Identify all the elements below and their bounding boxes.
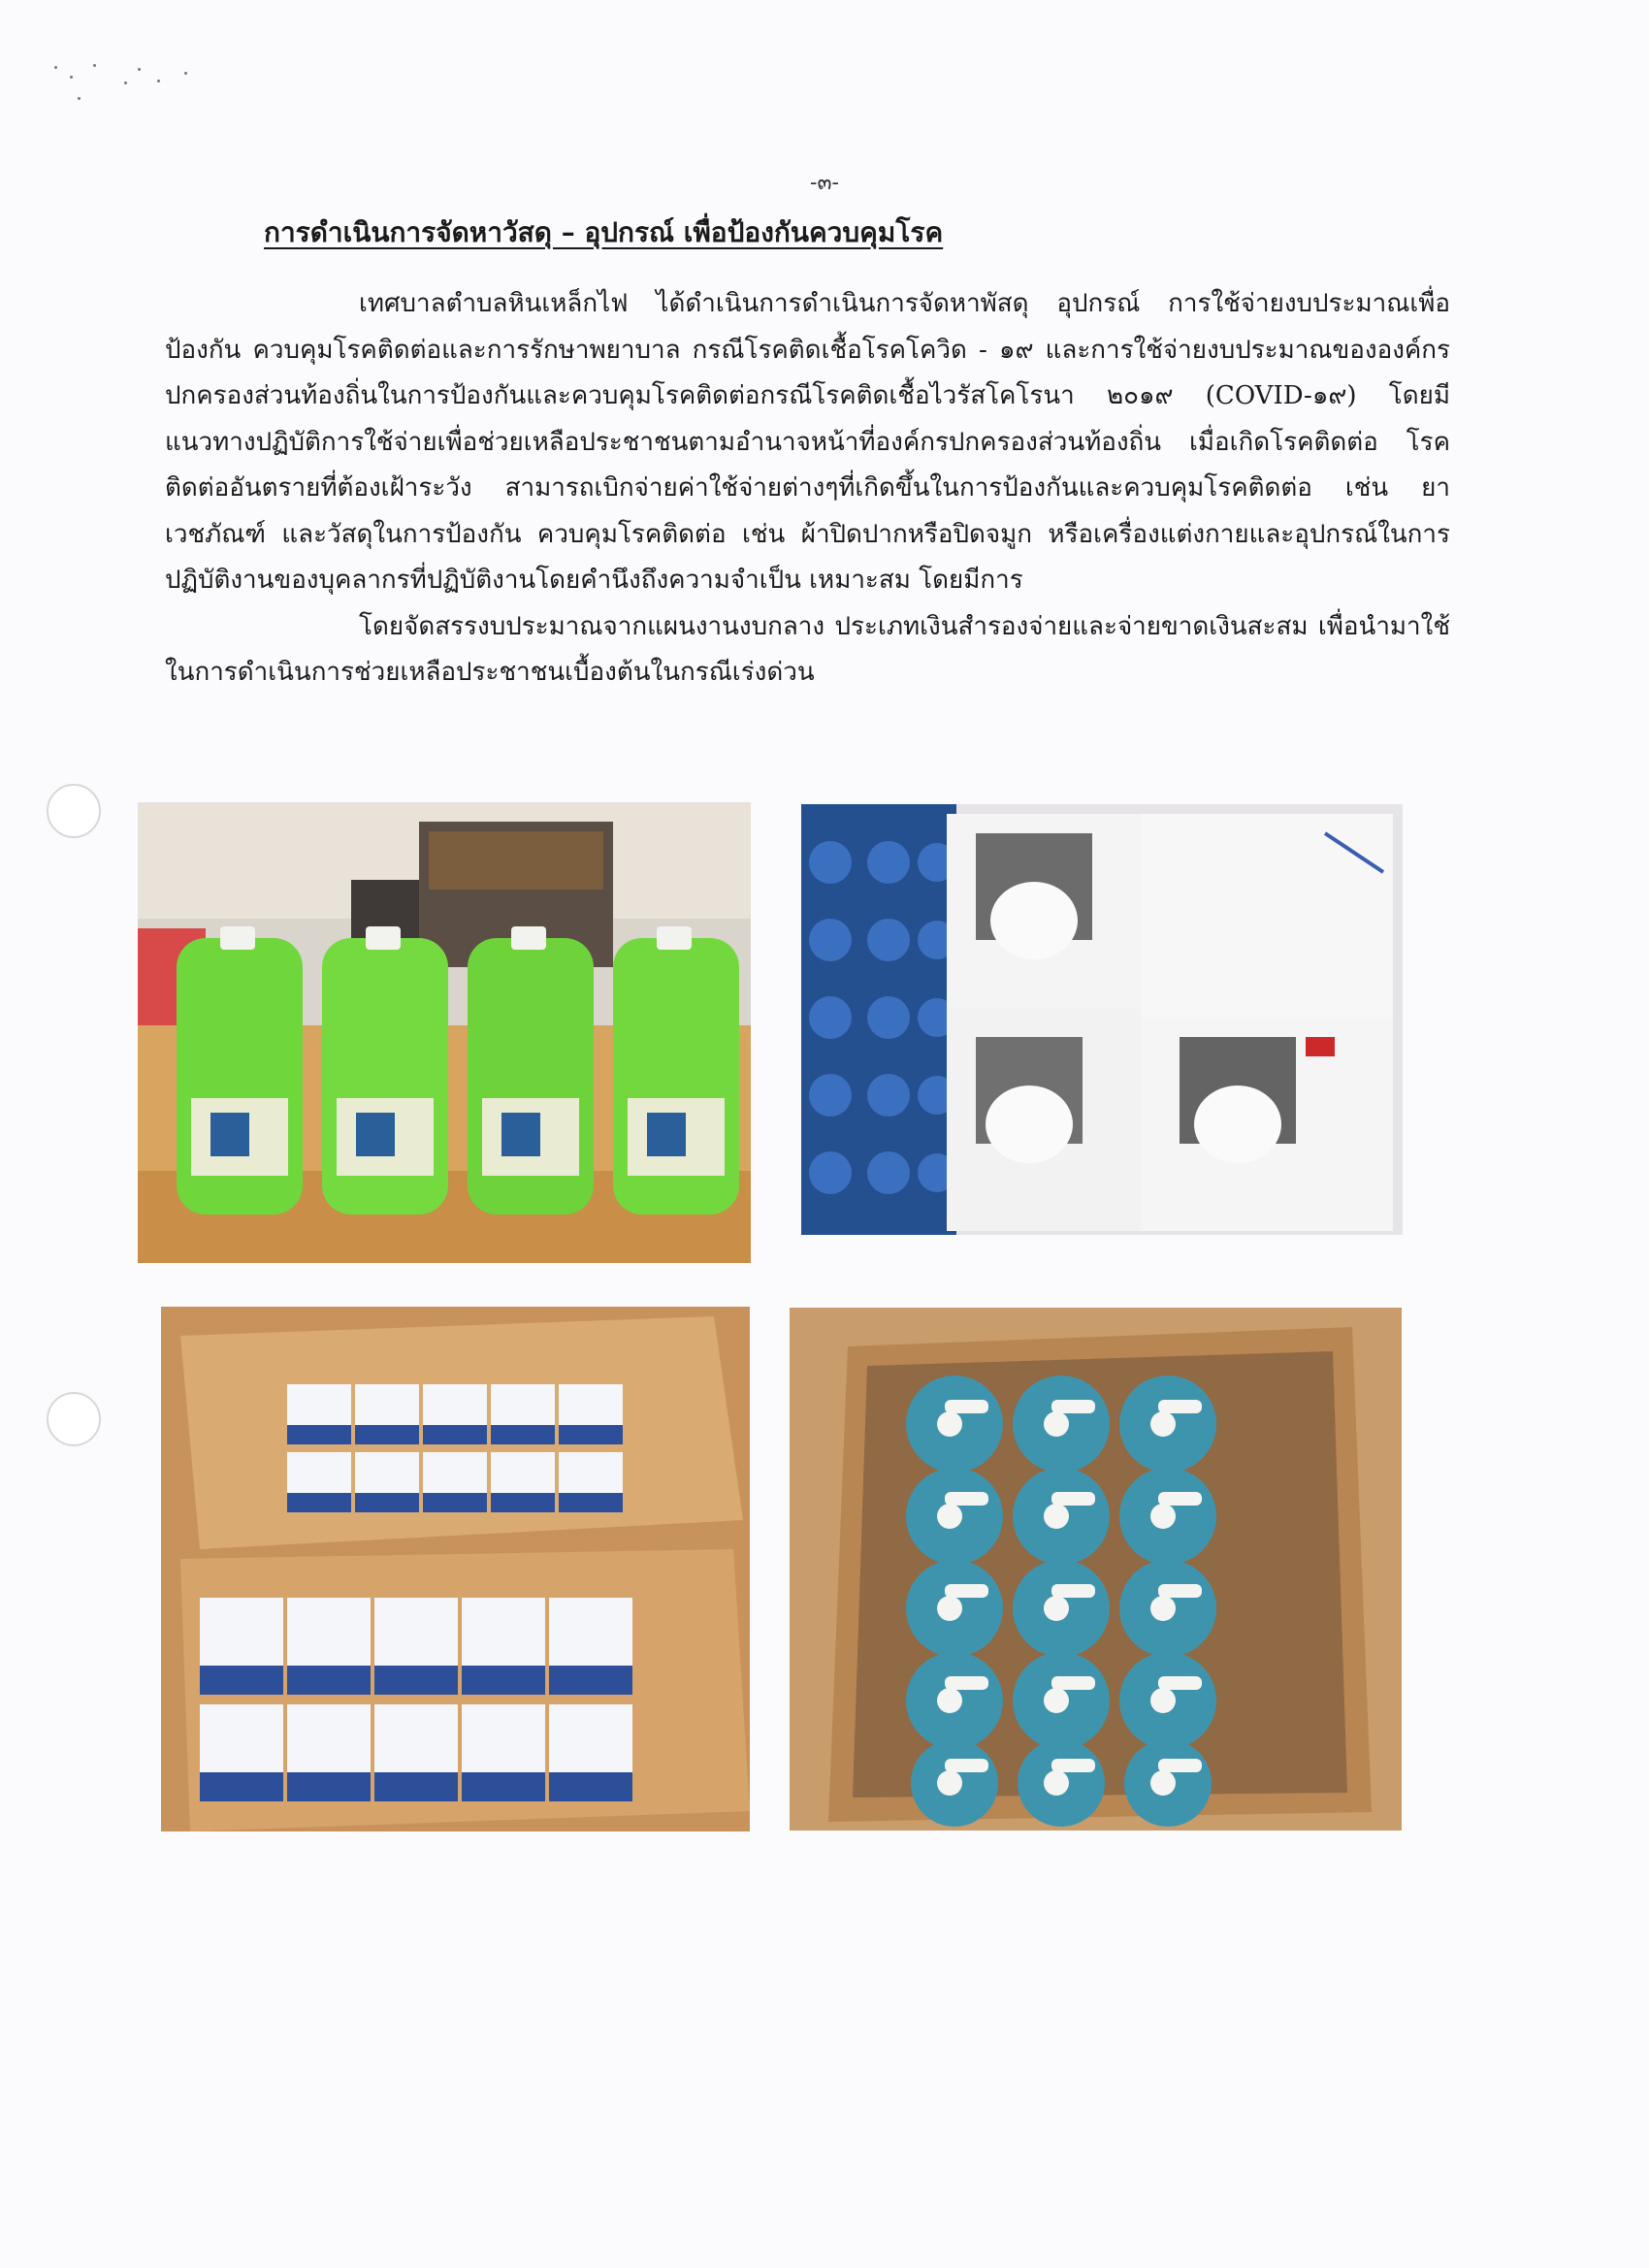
paragraph: โดยจัดสรรงบประมาณจากแผนงานงบกลาง ประเภทเงินสำรองจ่ายและจ่ายขาดเงินสะสม เพื่อนำมาใช้ในการดำเนินการช่วยเหลือประชาชนเบื้องต้นในกรณีเร่งด่วน [165, 611, 1450, 687]
punch-hole-top [47, 784, 101, 838]
body-text [165, 281, 1450, 697]
paragraph: เทศบาลตำบลหินเหล็กไฟ ได้ดำเนินการดำเนินการจัดหาพัสดุ อุปกรณ์ การใช้จ่ายงบประมาณเพื่อป้องกัน ควบคุมโรคติดต่อและการรักษาพยาบาล กรณีโรคติดเชื้อโรคโควิด - ๑๙ และการใช้จ่ายงบประมาณขององค์กรปกครองส่วนท้องถิ่นในการป้องกันและควบคุมโรคติดต่อกรณีโรคติดเชื้อไวรัสโคโรนา ๒๐๑๙ (COVID-๑๙) โดยมีแนวทางปฏิบัติการใช้จ่ายเพื่อช่วยเหลือประชาชนตามอำนาจหน้าที่องค์กรปกครองส่วนท้องถิ่น เมื่อเกิดโรคติดต่อ โรคติดต่ออันตรายที่ต้องเฝ้าระวัง สามารถเบิกจ่ายค่าใช้จ่ายต่างๆที่เกิดขึ้นในการป้องกันและควบคุมโรคติดต่อ เช่น ยาเวชภัณฑ์ และวัสดุในการป้องกัน ควบคุมโรคติดต่อ เช่น ผ้าปิดปากหรือปิดจมูก หรือเครื่องแต่งกายและอุปกรณ์ในการปฏิบัติงานของบุคลากรที่ปฏิบัติงานโดยคำนึงถึงความจำเป็น เหมาะสม โดยมีการ [165, 289, 1450, 595]
blue-sanitizer-and-3m-masks-photo [801, 804, 1403, 1235]
pump-bottles-in-carton-photo [790, 1308, 1402, 1831]
scan-specks [48, 58, 204, 146]
page-number: -๓- [810, 171, 839, 195]
page-title: การดำเนินการจัดหาวัสดุ – อุปกรณ์ เพื่อป้องกันควบคุมโรค [264, 216, 944, 248]
punch-hole-bottom [47, 1392, 101, 1446]
boxed-3-layer-masks-photo [161, 1307, 750, 1831]
green-sanitizer-gallons-photo [138, 802, 751, 1263]
